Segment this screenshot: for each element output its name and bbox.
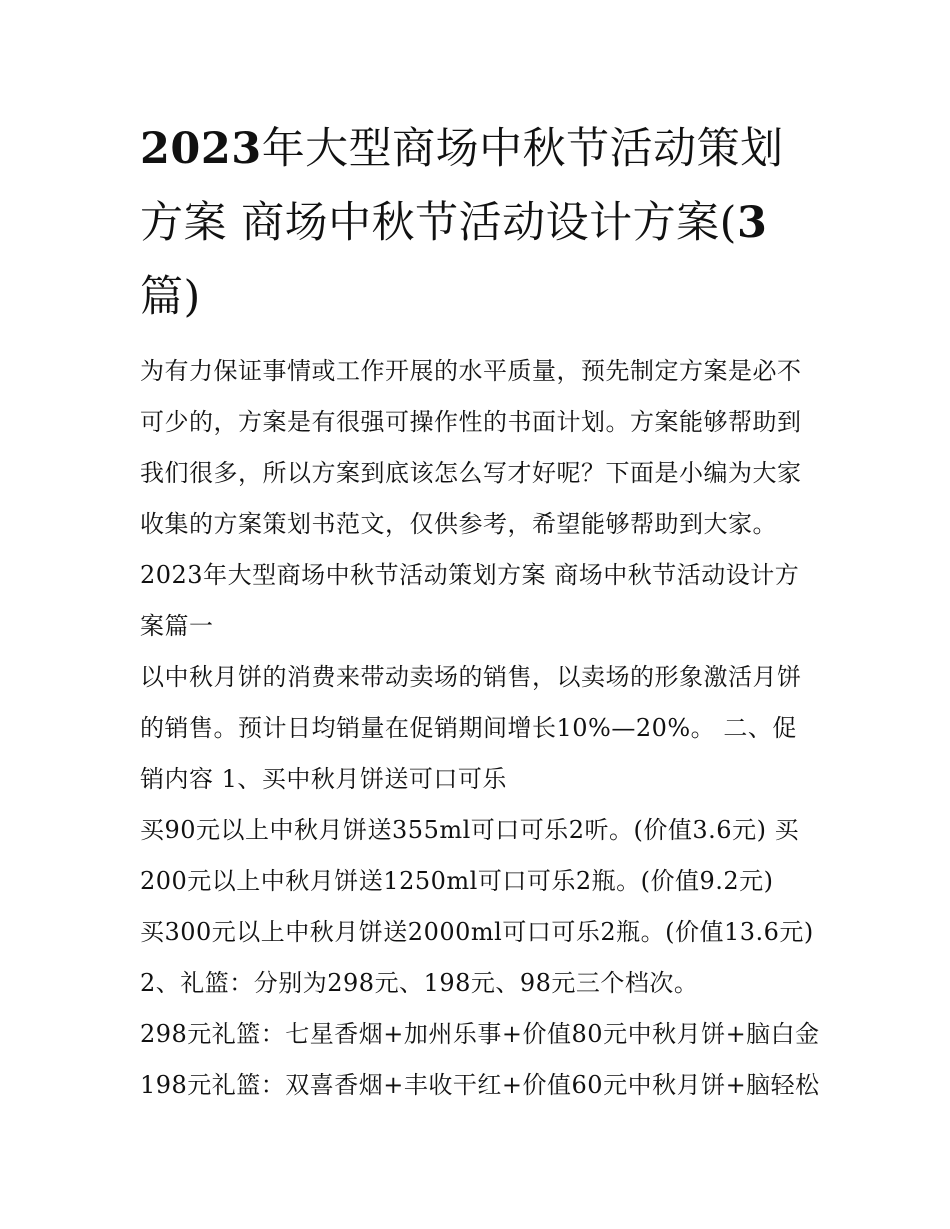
gift-basket-298: 298元礼篮：七星香烟+加州乐事+价值80元中秋月饼+脑白金 xyxy=(140,1020,820,1048)
document-body xyxy=(140,346,820,1111)
title-text: 年大型商场中秋节活动策划方案 商场中秋节活动设计方案( xyxy=(140,124,784,248)
gift-basket-198: 198元礼篮：双喜香烟+丰收干红+价值60元中秋月饼+脑轻松 xyxy=(140,1071,820,1099)
title-count: 3 xyxy=(736,198,768,248)
promo-paragraph-1: 买90元以上中秋月饼送355ml可口可乐2听。(价值3.6元) 买200元以上中秋月饼送1250ml可口可乐2瓶。(价值9.2元) xyxy=(140,816,800,895)
document-title xyxy=(140,112,820,334)
title-year: 2023 xyxy=(140,124,262,174)
promo-paragraph-2: 买300元以上中秋月饼送2000ml可口可乐2瓶。(价值13.6元) xyxy=(140,918,814,946)
section-heading: 2023年大型商场中秋节活动策划方案 商场中秋节活动设计方案篇一 xyxy=(140,561,800,640)
goal-paragraph: 以中秋月饼的消费来带动卖场的销售，以卖场的形象激活月饼的销售。预计日均销量在促销期间增长10%—20%。 二、促销内容 1、买中秋月饼送可口可乐 xyxy=(140,663,802,793)
gift-basket-intro: 2、礼篮：分别为298元、198元、98元三个档次。 xyxy=(140,969,699,997)
title-tail: 篇) xyxy=(140,272,201,322)
intro-paragraph: 为有力保证事情或工作开展的水平质量，预先制定方案是必不可少的，方案是有很强可操作性的书面计划。方案能够帮助到我们很多，所以方案到底该怎么写才好呢？下面是小编为大家收集的方案策划书范文，仅供参考，希望能够帮助到大家。 xyxy=(140,357,802,538)
document-page xyxy=(140,112,820,1111)
